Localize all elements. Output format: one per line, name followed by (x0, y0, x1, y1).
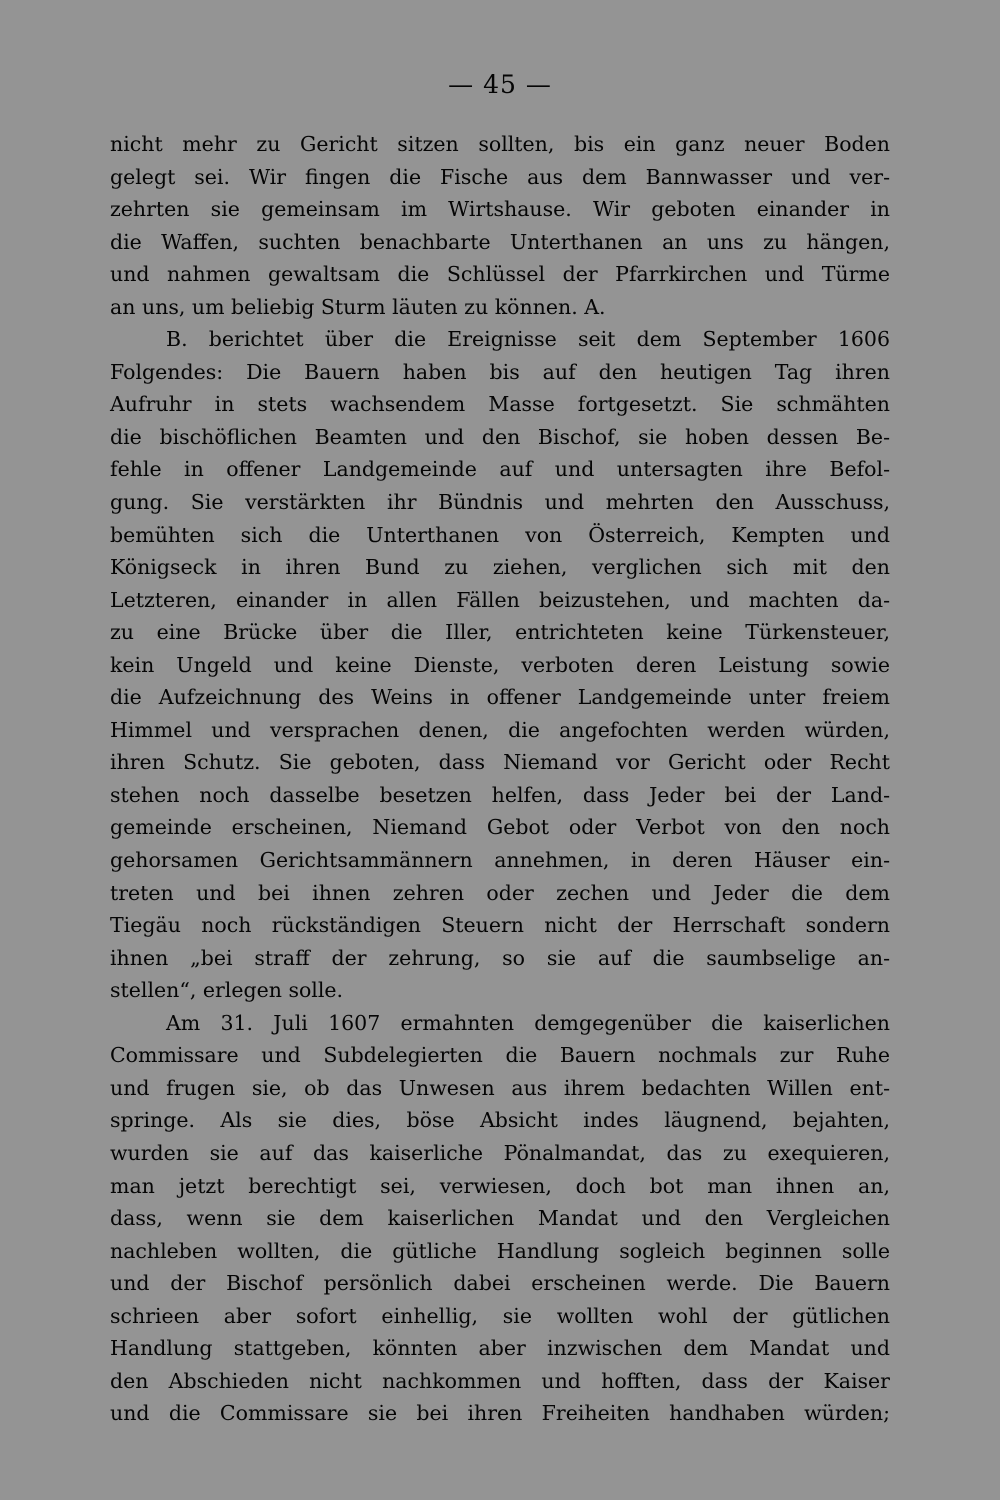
text-line: und die Commissare sie bei ihren Freiheiten handhaben würden; (110, 1401, 890, 1426)
text-line: gung. Sie verstärkten ihr Bündnis und mehrten den Ausschuss, (110, 490, 890, 515)
text-line: ihren Schutz. Sie geboten, dass Niemand vor Gericht oder Recht (110, 750, 890, 775)
page-number: — 45 — (448, 70, 552, 99)
text-line: Am 31. Juli 1607 ermahnten demgegenüber die kaiserlichen (166, 1010, 890, 1035)
text-line: ihnen „bei straff der zehrung, so sie auf die saumbselige an- (110, 945, 890, 970)
text-line: Letzteren, einander in allen Fällen beizustehen, und machten da- (110, 587, 890, 612)
text-line: zehrten sie gemeinsam im Wirtshause. Wir geboten einander in (110, 197, 890, 222)
text-line: Tiegäu noch rückständigen Steuern nicht der Herrschaft sondern (110, 913, 890, 938)
text-line: schrieen aber sofort einhellig, sie wollten wohl der gütlichen (110, 1303, 890, 1328)
text-line: B. berichtet über die Ereignisse seit dem September 1606 (166, 327, 890, 352)
text-line: dass, wenn sie dem kaiserlichen Mandat und den Vergleichen (110, 1206, 890, 1231)
text-line: die bischöflichen Beamten und den Bischof, sie hoben dessen Be- (110, 424, 890, 449)
text-line: Königseck in ihren Bund zu ziehen, verglichen sich mit den (110, 555, 890, 580)
text-line: gemeinde erscheinen, Niemand Gebot oder Verbot von den noch (110, 815, 890, 840)
text-line: Aufruhr in stets wachsendem Masse fortgesetzt. Sie schmähten (110, 392, 890, 417)
text-line: Folgendes: Die Bauern haben bis auf den heutigen Tag ihren (110, 359, 890, 384)
text-line: zu eine Brücke über die Iller, entrichteten keine Türkensteuer, (110, 620, 890, 645)
text-line: Handlung stattgeben, könnten aber inzwischen dem Mandat und (110, 1336, 890, 1361)
text-line: die Aufzeichnung des Weins in offener Landgemeinde unter freiem (110, 685, 890, 710)
text-line: fehle in offener Landgemeinde auf und untersagten ihre Befol- (110, 457, 890, 482)
text-line: kein Ungeld und keine Dienste, verboten deren Leistung sowie (110, 652, 890, 677)
text-line: an uns, um beliebig Sturm läuten zu können. A. (110, 294, 606, 319)
text-line: Himmel und versprachen denen, die angefochten werden würden, (110, 717, 890, 742)
text-line: und der Bischof persönlich dabei erscheinen werde. Die Bauern (110, 1271, 890, 1296)
text-line: springe. Als sie dies, böse Absicht indes läugnend, bejahten, (110, 1108, 890, 1133)
text-line: treten und bei ihnen zehren oder zechen und Jeder die dem (110, 880, 890, 905)
text-line: die Waffen, suchten benachbarte Unterthanen an uns zu hängen, (110, 229, 890, 254)
text-line: man jetzt berechtigt sei, verwiesen, doch bot man ihnen an, (110, 1173, 890, 1198)
text-line: und frugen sie, ob das Unwesen aus ihrem bedachten Willen ent- (110, 1075, 890, 1100)
body-text (110, 128, 890, 1430)
text-line: stehen noch dasselbe besetzen helfen, dass Jeder bei der Land- (110, 782, 890, 807)
text-line: den Abschieden nicht nachkommen und hofften, dass der Kaiser (110, 1368, 890, 1393)
text-line: stellen“, erlegen solle. (110, 978, 344, 1003)
text-line: nicht mehr zu Gericht sitzen sollten, bis ein ganz neuer Boden (110, 132, 890, 156)
text-line: gehorsamen Gerichtsammännern annehmen, in deren Häuser ein- (110, 848, 890, 873)
text-line: nachleben wollten, die gütliche Handlung sogleich beginnen solle (110, 1238, 890, 1263)
text-line: Commissare und Subdelegierten die Bauern nochmals zur Ruhe (110, 1043, 890, 1068)
text-line: wurden sie auf das kaiserliche Pönalmandat, das zu exequieren, (110, 1140, 890, 1165)
text-line: bemühten sich die Unterthanen von Österreich, Kempten und (110, 522, 890, 547)
text-line: gelegt sei. Wir fingen die Fische aus dem Bannwasser und ver- (110, 164, 890, 189)
text-line: und nahmen gewaltsam die Schlüssel der Pfarrkirchen und Türme (110, 262, 890, 287)
